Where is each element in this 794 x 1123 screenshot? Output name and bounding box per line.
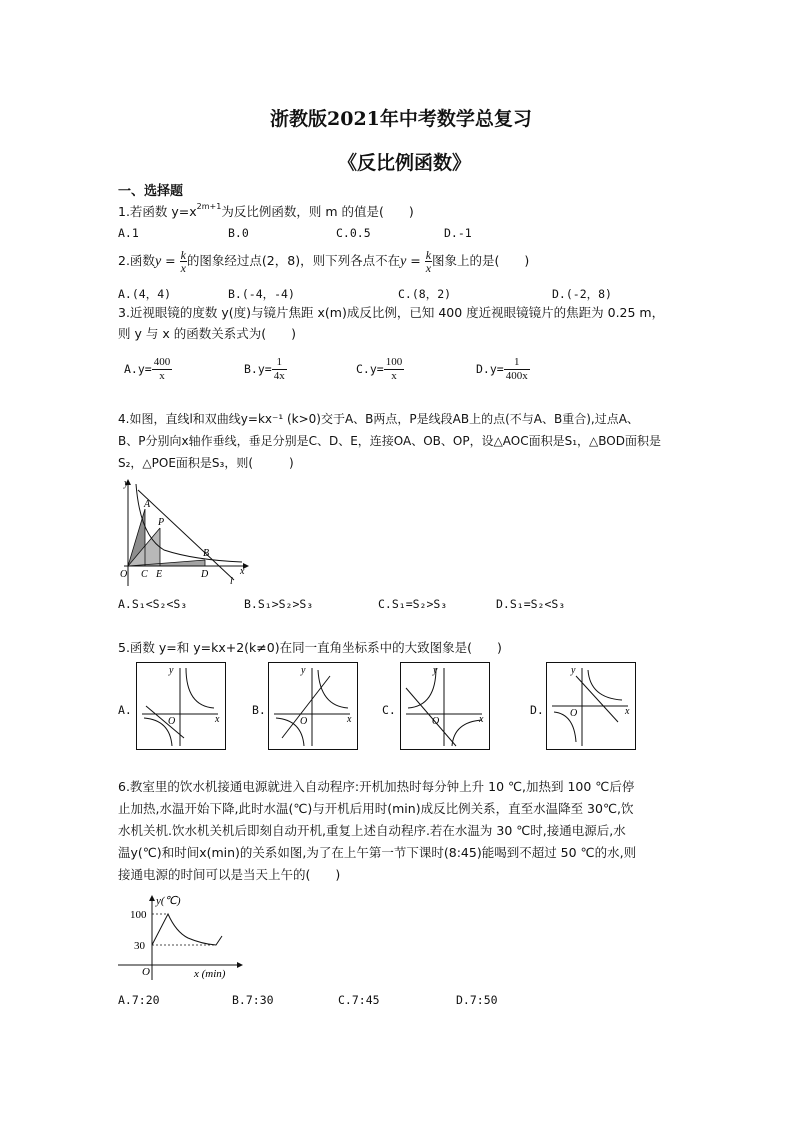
q2-eq2: = <box>406 253 425 268</box>
q6-label-100: 100 <box>130 909 147 921</box>
q4-figure <box>114 476 254 590</box>
q5-graph-a-o: O <box>168 716 176 727</box>
q6-temperature-curve <box>152 914 222 945</box>
q5-graph-b-line <box>282 676 330 738</box>
q5-graph-c-y: y <box>433 665 438 676</box>
q4-line-1: 4.如图，直线l和双曲线y=kx⁻¹ (k>0)交于A、B两点，P是线段AB上的点(不与A、B重合),过点A、 <box>118 412 639 426</box>
q2-k2: k <box>425 248 432 262</box>
q3-option-b-num: 1 <box>272 356 287 370</box>
q1-exponent: 2m+1 <box>196 202 222 211</box>
q5-graph-c-curve-2 <box>452 720 482 746</box>
q3-option-a-den: x <box>159 370 165 382</box>
q6-label-x: x (min) <box>194 968 226 980</box>
q5-graph-c-x: x <box>479 714 484 725</box>
q4-option-d[interactable]: D.S₁=S₂<S₃ <box>496 597 566 611</box>
q6-line-1: 6.教室里的饮水机接通电源就进入自动程序:开机加热时每分钟上升 10 ℃,加热到 100 ℃后停 <box>118 779 635 794</box>
q4-label-p: P <box>158 517 165 528</box>
q3-line-2: 则 y 与 x 的函数关系式为( ) <box>118 326 296 341</box>
q2-x1: x <box>180 261 186 275</box>
q6-label-30: 30 <box>134 940 145 952</box>
q1-text-b: 为反比例函数，则 m 的值是( ) <box>221 204 414 220</box>
q3-option-a-prefix: A.y= <box>124 362 152 376</box>
q5-graph-b-x: x <box>347 714 352 725</box>
q4-label-x: x <box>240 566 245 577</box>
q2-y2: y <box>400 254 407 269</box>
q2-option-a[interactable]: A.(4，4) <box>118 287 172 301</box>
q3-option-c-den: x <box>391 370 397 382</box>
q6-line-2: 止加热,水温开始下降,此时水温(℃)与开机后用时(min)成反比例关系，直至水温降至 30℃,饮 <box>118 801 634 816</box>
page-subtitle: 《反比例函数》 <box>338 152 472 174</box>
q2-eq1: = <box>161 253 180 268</box>
q4-label-e: E <box>156 569 163 580</box>
q3-option-d-den: 400x <box>505 370 528 382</box>
q6-label-o: O <box>142 966 150 978</box>
q4-label-c: C <box>141 569 148 580</box>
q1-option-b[interactable]: B.0 <box>228 226 249 240</box>
q2-text-c: 图象上的是( ) <box>432 253 530 268</box>
q3-option-a-num: 400 <box>153 356 171 368</box>
q2-k1: k <box>180 248 186 262</box>
q2-option-b[interactable]: B.(-4，-4) <box>228 287 295 301</box>
q6-option-b[interactable]: B.7:30 <box>232 993 274 1007</box>
q2-fraction-1 <box>180 249 187 274</box>
question-1 <box>118 198 414 223</box>
q5-text: 5.函数 y=和 y=kx+2(k≠0)在同一直角坐标系中的大致图象是( ) <box>118 640 502 655</box>
q1-option-c[interactable]: C.0.5 <box>336 226 371 240</box>
q6-figure <box>118 892 248 984</box>
q2-option-d[interactable]: D.(-2，8) <box>552 287 612 301</box>
q5-graph-a-label[interactable]: A. <box>118 703 132 717</box>
q5-graph-d-label[interactable]: D. <box>530 703 544 717</box>
q5-graph-d-o: O <box>570 708 578 719</box>
q2-option-c[interactable]: C.(8，2) <box>398 287 452 301</box>
q5-graph-c-line <box>406 688 456 746</box>
q5-graph-b-frame <box>269 663 358 750</box>
q2-y1: y <box>154 254 162 269</box>
q3-option-d-fraction <box>504 356 530 383</box>
q3-option-b-fraction <box>272 356 287 383</box>
q1-option-a[interactable]: A.1 <box>118 226 139 240</box>
q3-option-d[interactable] <box>476 356 530 383</box>
q5-graph-b <box>268 662 358 750</box>
q2-fraction-2 <box>425 249 432 274</box>
q3-option-a-fraction <box>152 356 173 383</box>
q3-option-a[interactable] <box>124 356 172 383</box>
q5-graph-b-curve-1 <box>318 670 348 708</box>
q5-graph-d-curve-1 <box>588 670 622 700</box>
q5-graph-c-frame <box>401 663 490 750</box>
q3-option-c-num: 100 <box>385 356 403 368</box>
q6-line-3: 水机关机.饮水机关机后即刻自动开机,重复上述自动程序.若在水温为 30 ℃时,接通电源后,水 <box>118 823 626 838</box>
q1-text-a: 1.若函数 y=x <box>118 204 197 220</box>
q6-line-5: 接通电源的时间可以是当天上午的( ) <box>118 867 341 882</box>
q3-option-b-den: 4x <box>273 370 285 382</box>
q6-option-a[interactable]: A.7:20 <box>118 993 160 1007</box>
q4-label-b: B <box>203 548 210 559</box>
q5-graph-a-x: x <box>215 714 220 725</box>
q3-option-b-prefix: B.y= <box>244 362 272 376</box>
q4-label-a: A <box>144 499 151 510</box>
q3-option-c-fraction <box>384 356 405 383</box>
q3-option-b[interactable] <box>244 356 287 383</box>
q5-graph-d-y: y <box>571 665 576 676</box>
q6-line-4: 温y(℃)和时间x(min)的关系如图,为了在上午第一节下课时(8:45)能喝到不超过 50 ℃的水,则 <box>118 845 637 860</box>
q4-label-d: D <box>201 569 209 580</box>
q4-option-a[interactable]: A.S₁<S₂<S₃ <box>118 597 188 611</box>
q4-option-b[interactable]: B.S₁>S₂>S₃ <box>244 597 314 611</box>
q5-graph-a-curve-1 <box>186 668 214 708</box>
q4-label-o: O <box>120 569 128 580</box>
q4-label-l: l <box>230 576 233 587</box>
section-label: 一、选择题 <box>118 184 184 199</box>
page-title: 浙教版2021年中考数学总复习 <box>270 108 532 130</box>
q5-graph-a-line <box>146 706 184 738</box>
q4-label-y: y <box>124 478 129 489</box>
q3-option-c[interactable] <box>356 356 404 383</box>
q4-line-3: S₂，△POE面积是S₃，则( ) <box>118 456 294 470</box>
q5-graph-a <box>136 662 226 750</box>
q4-line-2: B、P分别向x轴作垂线，垂足分别是C、D、E，连接OA、OB、OP，设△AOC面积是S₁，△BOD面积是 <box>118 434 661 448</box>
q2-text-a: 2.函数 <box>118 253 155 268</box>
q3-option-c-prefix: C.y= <box>356 362 384 376</box>
q1-option-d[interactable]: D.-1 <box>444 226 472 240</box>
q2-x2: x <box>425 261 432 275</box>
q6-label-y: y(℃) <box>156 895 181 907</box>
q3-option-d-prefix: D.y= <box>476 362 504 376</box>
q5-graph-a-y: y <box>169 665 174 676</box>
q5-graph-c-o: O <box>432 716 440 727</box>
q3-option-d-num: 1 <box>504 356 530 370</box>
q5-graph-b-label[interactable]: B. <box>252 703 266 717</box>
q2-text-b: 的图象经过点(2，8)，则下列各点不在 <box>186 253 401 268</box>
q5-graph-b-y: y <box>301 665 306 676</box>
q5-graph-d-x: x <box>625 706 630 717</box>
q4-option-c[interactable]: C.S₁=S₂>S₃ <box>378 597 448 611</box>
q5-graph-a-frame <box>137 663 226 750</box>
q5-graph-d <box>546 662 636 750</box>
q5-graph-c-curve-1 <box>408 668 436 708</box>
q6-option-d[interactable]: D.7:50 <box>456 993 498 1007</box>
q6-option-c[interactable]: C.7:45 <box>338 993 380 1007</box>
q5-graph-c <box>400 662 490 750</box>
q5-graph-b-o: O <box>300 716 308 727</box>
q5-graph-c-label[interactable]: C. <box>382 703 396 717</box>
question-2 <box>118 249 529 274</box>
q3-line-1: 3.近视眼镜的度数 y(度)与镜片焦距 x(m)成反比例，已知 400 度近视眼镜镜片的焦距为 0.25 m， <box>118 305 665 320</box>
